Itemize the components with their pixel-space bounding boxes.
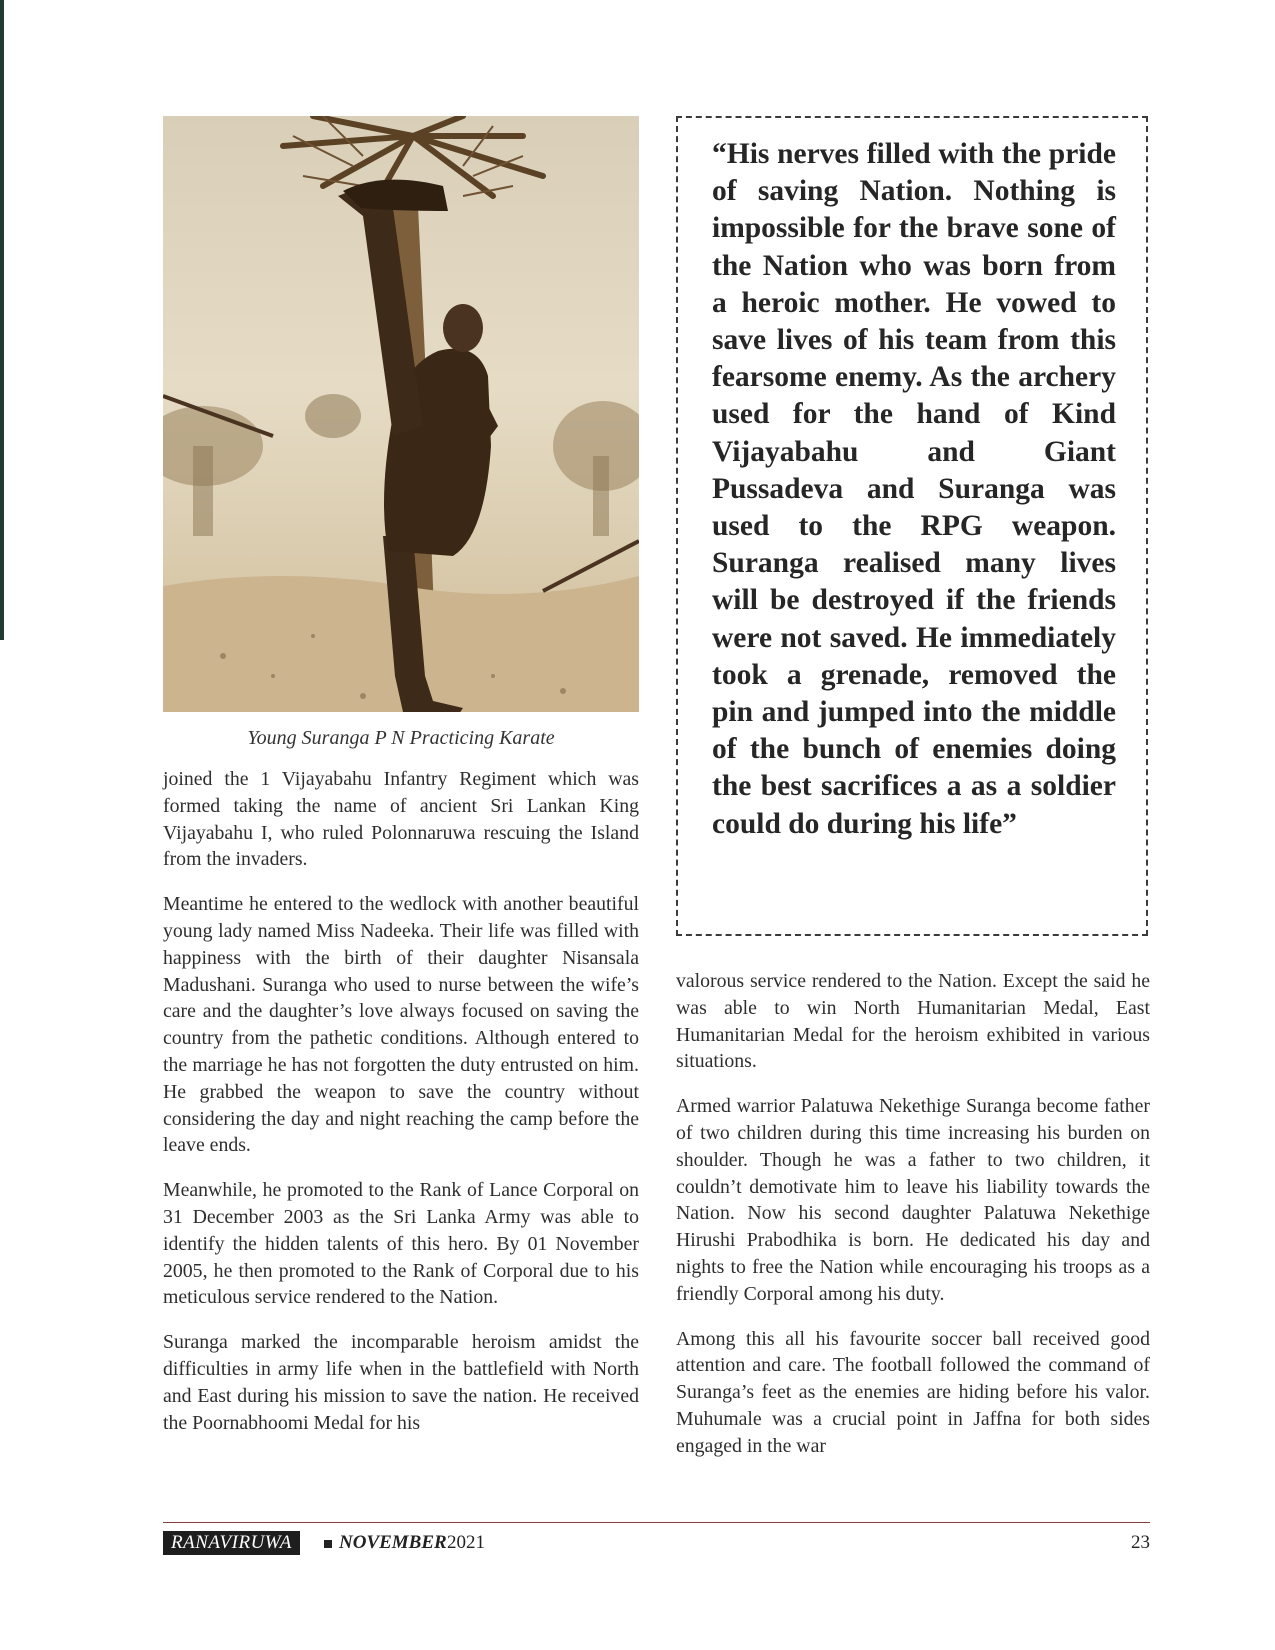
pull-quote-box xyxy=(676,116,1148,936)
right-article-column xyxy=(676,968,1150,1478)
article-paragraph: valorous service rendered to the Nation. Except the said he was able to win North Humanitarian Medal, East Humanitarian Medal for the heroism exhibited in various situations. xyxy=(676,970,1150,1073)
page-number: 23 xyxy=(1131,1532,1150,1553)
article-paragraph: Armed warrior Palatuwa Nekethige Suranga become father of two children during this time increasing his burden on shoulder. Though he was a father to two children, it couldn’t demotivate him to leave his liability towards the Nation. Now his second daughter Palatuwa Nekethige Hirushi Prabodhika is born. He dedicated his day and nights to free the Nation while encouraging his troops as a friendly Corporal among his duty. xyxy=(676,1095,1150,1305)
footer-divider xyxy=(163,1522,1150,1523)
page-footer xyxy=(163,1531,1150,1557)
magazine-name: RANAVIRUWA xyxy=(163,1531,300,1555)
article-paragraph: Meanwhile, he promoted to the Rank of Lance Corporal on 31 December 2003 as the Sri Lanka Army was able to identify the hidden talents of this hero. By 01 November 2005, he then promoted to the Rank of Corporal due to his meticulous service rendered to the Nation. xyxy=(163,1179,639,1309)
pull-quote-text: “His nerves filled with the pride of saving Nation. Nothing is impossible for the brave sone of the Nation who was born from a heroic mother. He vowed to save lives of his team from this fearsome enemy. As the archery used for the hand of Kind Vijayabahu and Giant Pussadeva and Suranga was used to the RPG weapon. Suranga realised many lives will be destroyed if the friends were not saved. He immediately took a grenade, removed the pin and jumped into the middle of the bunch of enemies doing the best sacrifices a as a soldier could do during his life” xyxy=(712,138,1116,840)
left-article-column xyxy=(163,766,639,1454)
karate-photo xyxy=(163,116,639,712)
article-paragraph: Meantime he entered to the wedlock with another beautiful young lady named Miss Nadeeka. Their life was filled with happiness with the birth of their daughter Nisansala Madushani. Suranga who used to nurse between the wife’s care and the daughter’s love always focused on saving the country from the pathetic conditions. Although entered to the marriage he has not forgotten the duty entrusted on him. He grabbed the weapon to save the country without considering the day and night reaching the camp before the leave ends. xyxy=(163,893,639,1157)
page-edge-strip xyxy=(0,0,4,640)
issue-month: NOVEMBER xyxy=(339,1532,447,1553)
article-paragraph: Suranga marked the incomparable heroism amidst the difficulties in army life when in the battlefield with North and East during his mission to save the nation. He received the Poornabhoomi Medal for his xyxy=(163,1331,639,1434)
karate-high-kick-photo-icon xyxy=(163,116,639,712)
article-paragraph: Among this all his favourite soccer ball received good attention and care. The football followed the command of Suranga’s feet as the enemies are hiding before his valor. Muhumale was a crucial point in Jaffna for both sides engaged in the war xyxy=(676,1327,1150,1457)
issue-year: 2021 xyxy=(447,1532,485,1553)
article-paragraph: joined the 1 Vijayabahu Infantry Regiment which was formed taking the name of ancient Sri Lankan King Vijayabahu I, who ruled Polonnaruwa rescuing the Island from the invaders. xyxy=(163,768,639,871)
square-bullet-icon xyxy=(324,1540,332,1548)
photo-caption: Young Suranga P N Practicing Karate xyxy=(247,727,555,749)
